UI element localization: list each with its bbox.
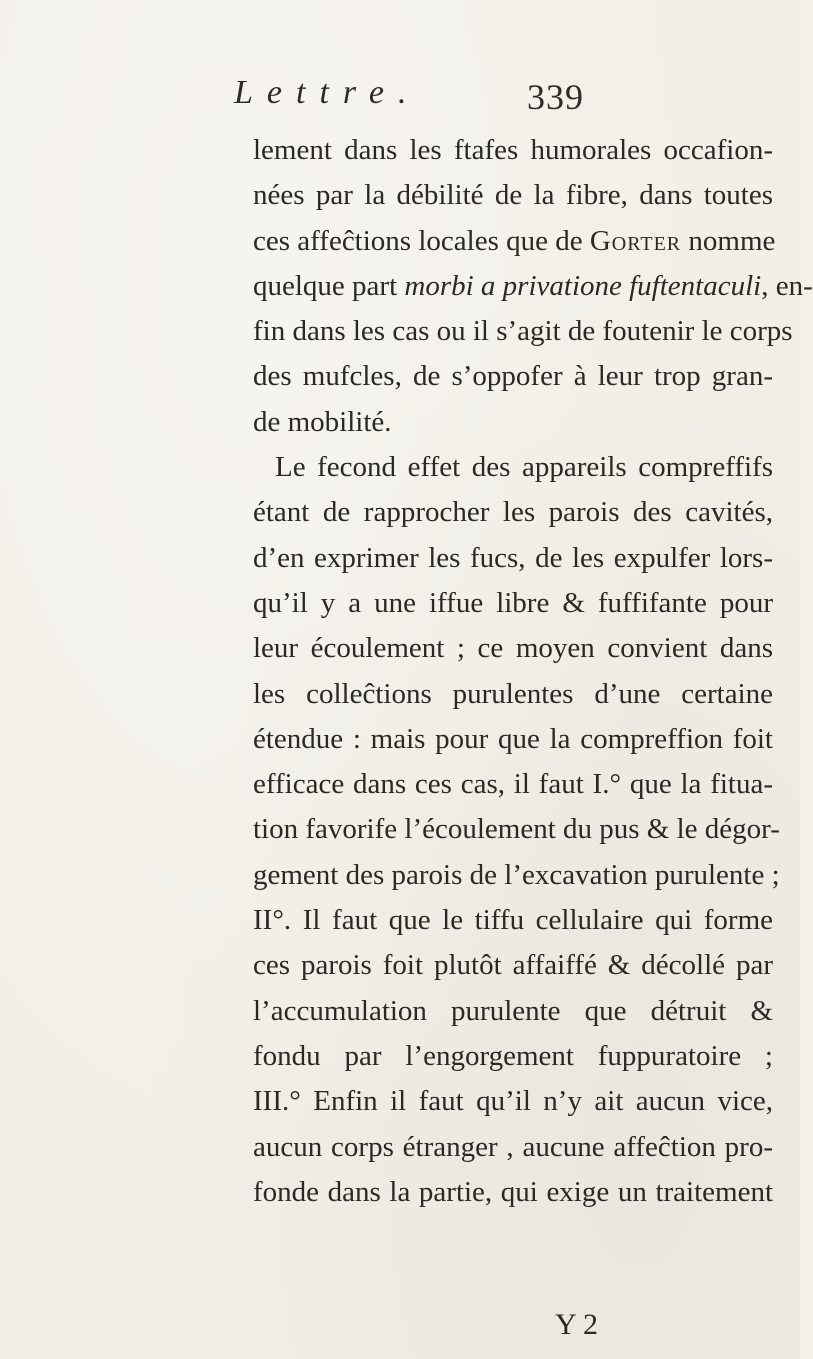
text-line: fondu par l’engorgement fuppuratoire ; — [253, 1039, 773, 1072]
text-line: efficace dans ces cas, il faut I.° que la fitua- — [253, 768, 773, 801]
running-title: Lettre. — [234, 74, 421, 111]
paragraph-start-line: Le fecond effet des appareils compreffifs — [275, 451, 773, 484]
text-fragment: nomme — [681, 224, 776, 257]
text-line: étendue : mais pour que la compreffion foit — [253, 722, 773, 755]
text-line: leur écoulement ; ce moyen convient dans — [253, 632, 773, 665]
text-line: II°. Il faut que le tiffu cellulaire qui forme — [253, 904, 773, 937]
text-line: de mobilité. — [253, 405, 392, 438]
author-name: Gorter — [589, 224, 682, 257]
text-line: nées par la débilité de la fibre, dans toutes — [253, 179, 773, 212]
page-number: 339 — [527, 77, 584, 117]
running-head — [0, 74, 800, 117]
latin-phrase: morbi a privatione fuftentaculi — [404, 269, 762, 302]
text-line: les colleĉtions purulentes d’une certaine — [253, 677, 773, 710]
text-line — [253, 219, 776, 264]
text-line: III.° Enfin il faut qu’il n’y ait aucun vice, — [253, 1085, 773, 1118]
text-line: qu’il y a une iffue libre & fuffifante pour — [253, 586, 773, 619]
signature-mark: Y 2 — [555, 1308, 599, 1341]
text-line: fin dans les cas ou il s’agit de foutenir le corps — [253, 315, 793, 348]
text-line: des mufcles, de s’oppofer à leur trop gran- — [253, 360, 773, 393]
text-fragment: , en- — [761, 269, 813, 302]
body-text — [253, 128, 813, 1215]
text-line: ces parois foit plutôt affaiffé & décollé par — [253, 949, 773, 982]
text-line: étant de rapprocher les parois des cavités, — [253, 496, 773, 529]
text-line: gement des parois de l’excavation purulente ; — [253, 858, 780, 891]
text-line: fonde dans la partie, qui exige un traitement — [253, 1175, 773, 1208]
text-line: tion favorife l’écoulement du pus & le dégor- — [253, 813, 780, 846]
text-line: lement dans les ftafes humorales occafion- — [253, 134, 773, 166]
text-line: d’en exprimer les fucs, de les expulfer lors- — [253, 541, 773, 574]
text-line: l’accumulation purulente que détruit & — [253, 994, 773, 1027]
text-line — [253, 264, 813, 309]
text-line: aucun corps étranger , aucune affeĉtion pro- — [253, 1130, 773, 1163]
text-fragment: ces affeĉtions locales que de — [253, 224, 590, 257]
text-fragment: quelque part — [253, 269, 405, 302]
